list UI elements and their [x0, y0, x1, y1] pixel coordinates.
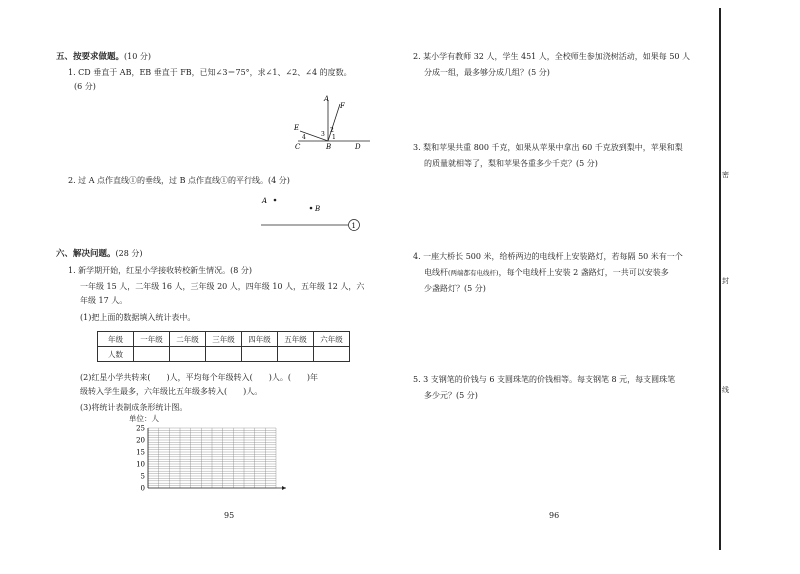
r-q4-line2-a: 电线杆	[424, 268, 448, 277]
q6-1-sub2-line1: (2)红星小学共转来( )人，平均每个年级转入( )人。( )年	[80, 373, 319, 382]
angle-figure	[288, 94, 378, 154]
table-cell-blank[interactable]	[134, 347, 170, 362]
label-b: B	[326, 143, 332, 151]
r-q2-line2: 分成一组，最多够分成几组？(5 分)	[424, 68, 550, 77]
line-1-number: 1	[351, 222, 356, 230]
label-a: A	[324, 95, 330, 103]
table-cell-header: 年级	[98, 332, 134, 347]
table-cell-header: 三年级	[206, 332, 242, 347]
table-cell-blank[interactable]	[206, 347, 242, 362]
q6-1-data-line2: 年级 17 人。	[80, 296, 128, 305]
q6-1-text: 1. 新学期开始，红星小学接收转校新生情况。(8 分)	[68, 266, 253, 275]
r-q4-line2-b: ，每个电线杆上安装 2 盏路灯，一共可以安装多	[498, 268, 669, 277]
binding-line	[719, 8, 721, 550]
table-cell-blank[interactable]	[314, 347, 350, 362]
table-cell-blank[interactable]	[170, 347, 206, 362]
label-2: 2	[330, 127, 334, 134]
page-number-right: 96	[549, 511, 560, 520]
q5-1-text-line1: 1. CD 垂直于 AB，EB 垂直于 FB，已知∠3＝75°，求∠1、∠2、∠4 的度数。	[68, 68, 352, 77]
r-q4-line1: 4. 一座大桥长 500 米，给桥两边的电线杆上安装路灯，若每隔 50 米有一个	[413, 252, 683, 261]
y-tick-label: 25	[136, 424, 145, 433]
r-q3-line1: 3. 梨和苹果共重 800 千克，如果从苹果中拿出 60 千克放到梨中，苹果和梨	[413, 143, 683, 152]
page-number-left: 95	[224, 511, 235, 520]
table-cell-header: 六年级	[314, 332, 350, 347]
r-q5-line2: 多少元？(5 分)	[424, 391, 478, 400]
label-d: D	[355, 143, 361, 151]
q6-1-sub2-line2: 级转入学生最多，六年级比五年级多转入( )人。	[80, 387, 263, 396]
table-cell-header: 一年级	[134, 332, 170, 347]
label-f: F	[340, 102, 345, 110]
y-tick-label: 20	[136, 436, 145, 445]
grade-table	[97, 331, 350, 362]
r-q3-line2: 的质量就相等了，梨和苹果各重多少千克？(5 分)	[424, 159, 598, 168]
grade-table-header-row	[98, 332, 350, 347]
table-cell-blank[interactable]	[242, 347, 278, 362]
label-1: 1	[332, 134, 336, 141]
table-cell-header: 五年级	[278, 332, 314, 347]
q6-1-sub1: (1)把上面的数据填入统计表中。	[80, 313, 196, 322]
section-5-score: (10 分)	[124, 52, 151, 61]
y-tick-label: 5	[140, 472, 145, 481]
point-a-label: A	[262, 197, 268, 205]
y-tick-label: 0	[140, 484, 145, 493]
label-e: E	[294, 124, 300, 132]
y-tick-label: 10	[136, 460, 145, 469]
q6-1-data-line1: 一年级 15 人，二年级 16 人，三年级 20 人，四年级 10 人，五年级 12 人，六	[80, 282, 365, 291]
section-6-title: 六、解决问题。	[56, 249, 116, 259]
table-cell-header: 二年级	[170, 332, 206, 347]
label-c: C	[295, 143, 301, 151]
y-tick-label: 15	[136, 448, 145, 457]
x-axis-arrow	[282, 486, 286, 490]
section-6-heading	[56, 247, 142, 260]
binding-mark-feng: 封	[722, 277, 729, 285]
chart-unit-label: 单位：人	[129, 414, 159, 423]
table-cell-header: 四年级	[242, 332, 278, 347]
label-3: 3	[321, 131, 325, 138]
point-line-figure	[258, 190, 368, 232]
r-q4-line3: 少盏路灯？(5 分)	[424, 284, 486, 293]
table-cell-blank[interactable]	[278, 347, 314, 362]
label-4: 4	[302, 134, 306, 141]
r-q4-line2	[424, 266, 669, 280]
grade-table-count-row	[98, 347, 350, 362]
bar-chart-grid	[128, 424, 288, 496]
point-b-label: B	[315, 205, 321, 213]
binding-mark-xian: 线	[722, 386, 729, 394]
point-a	[274, 199, 277, 202]
binding-mark-mi: 密	[722, 171, 729, 179]
q5-1-text-line2: (6 分)	[74, 82, 96, 91]
q5-2-text: 2. 过 A 点作直线①的垂线，过 B 点作直线①的平行线。(4 分)	[68, 176, 290, 185]
r-q5-line1: 5. 3 支钢笔的价钱与 6 支圆珠笔的价钱相等。每支钢笔 8 元，每支圆珠笔	[413, 375, 676, 384]
table-cell-row-label: 人数	[98, 347, 134, 362]
section-5-title: 五、按要求做题。	[56, 52, 125, 62]
r-q2-line1: 2. 某小学有教师 32 人，学生 451 人，全校师生参加浇树活动，如果每 50 人	[413, 52, 691, 61]
section-6-score: (28 分)	[115, 249, 143, 258]
section-5-heading	[56, 50, 151, 63]
q6-1-sub3: (3)将统计表制成条形统计图。	[80, 403, 188, 412]
point-b	[310, 207, 313, 210]
r-q4-note: (两端都有电线杆)	[448, 269, 499, 277]
